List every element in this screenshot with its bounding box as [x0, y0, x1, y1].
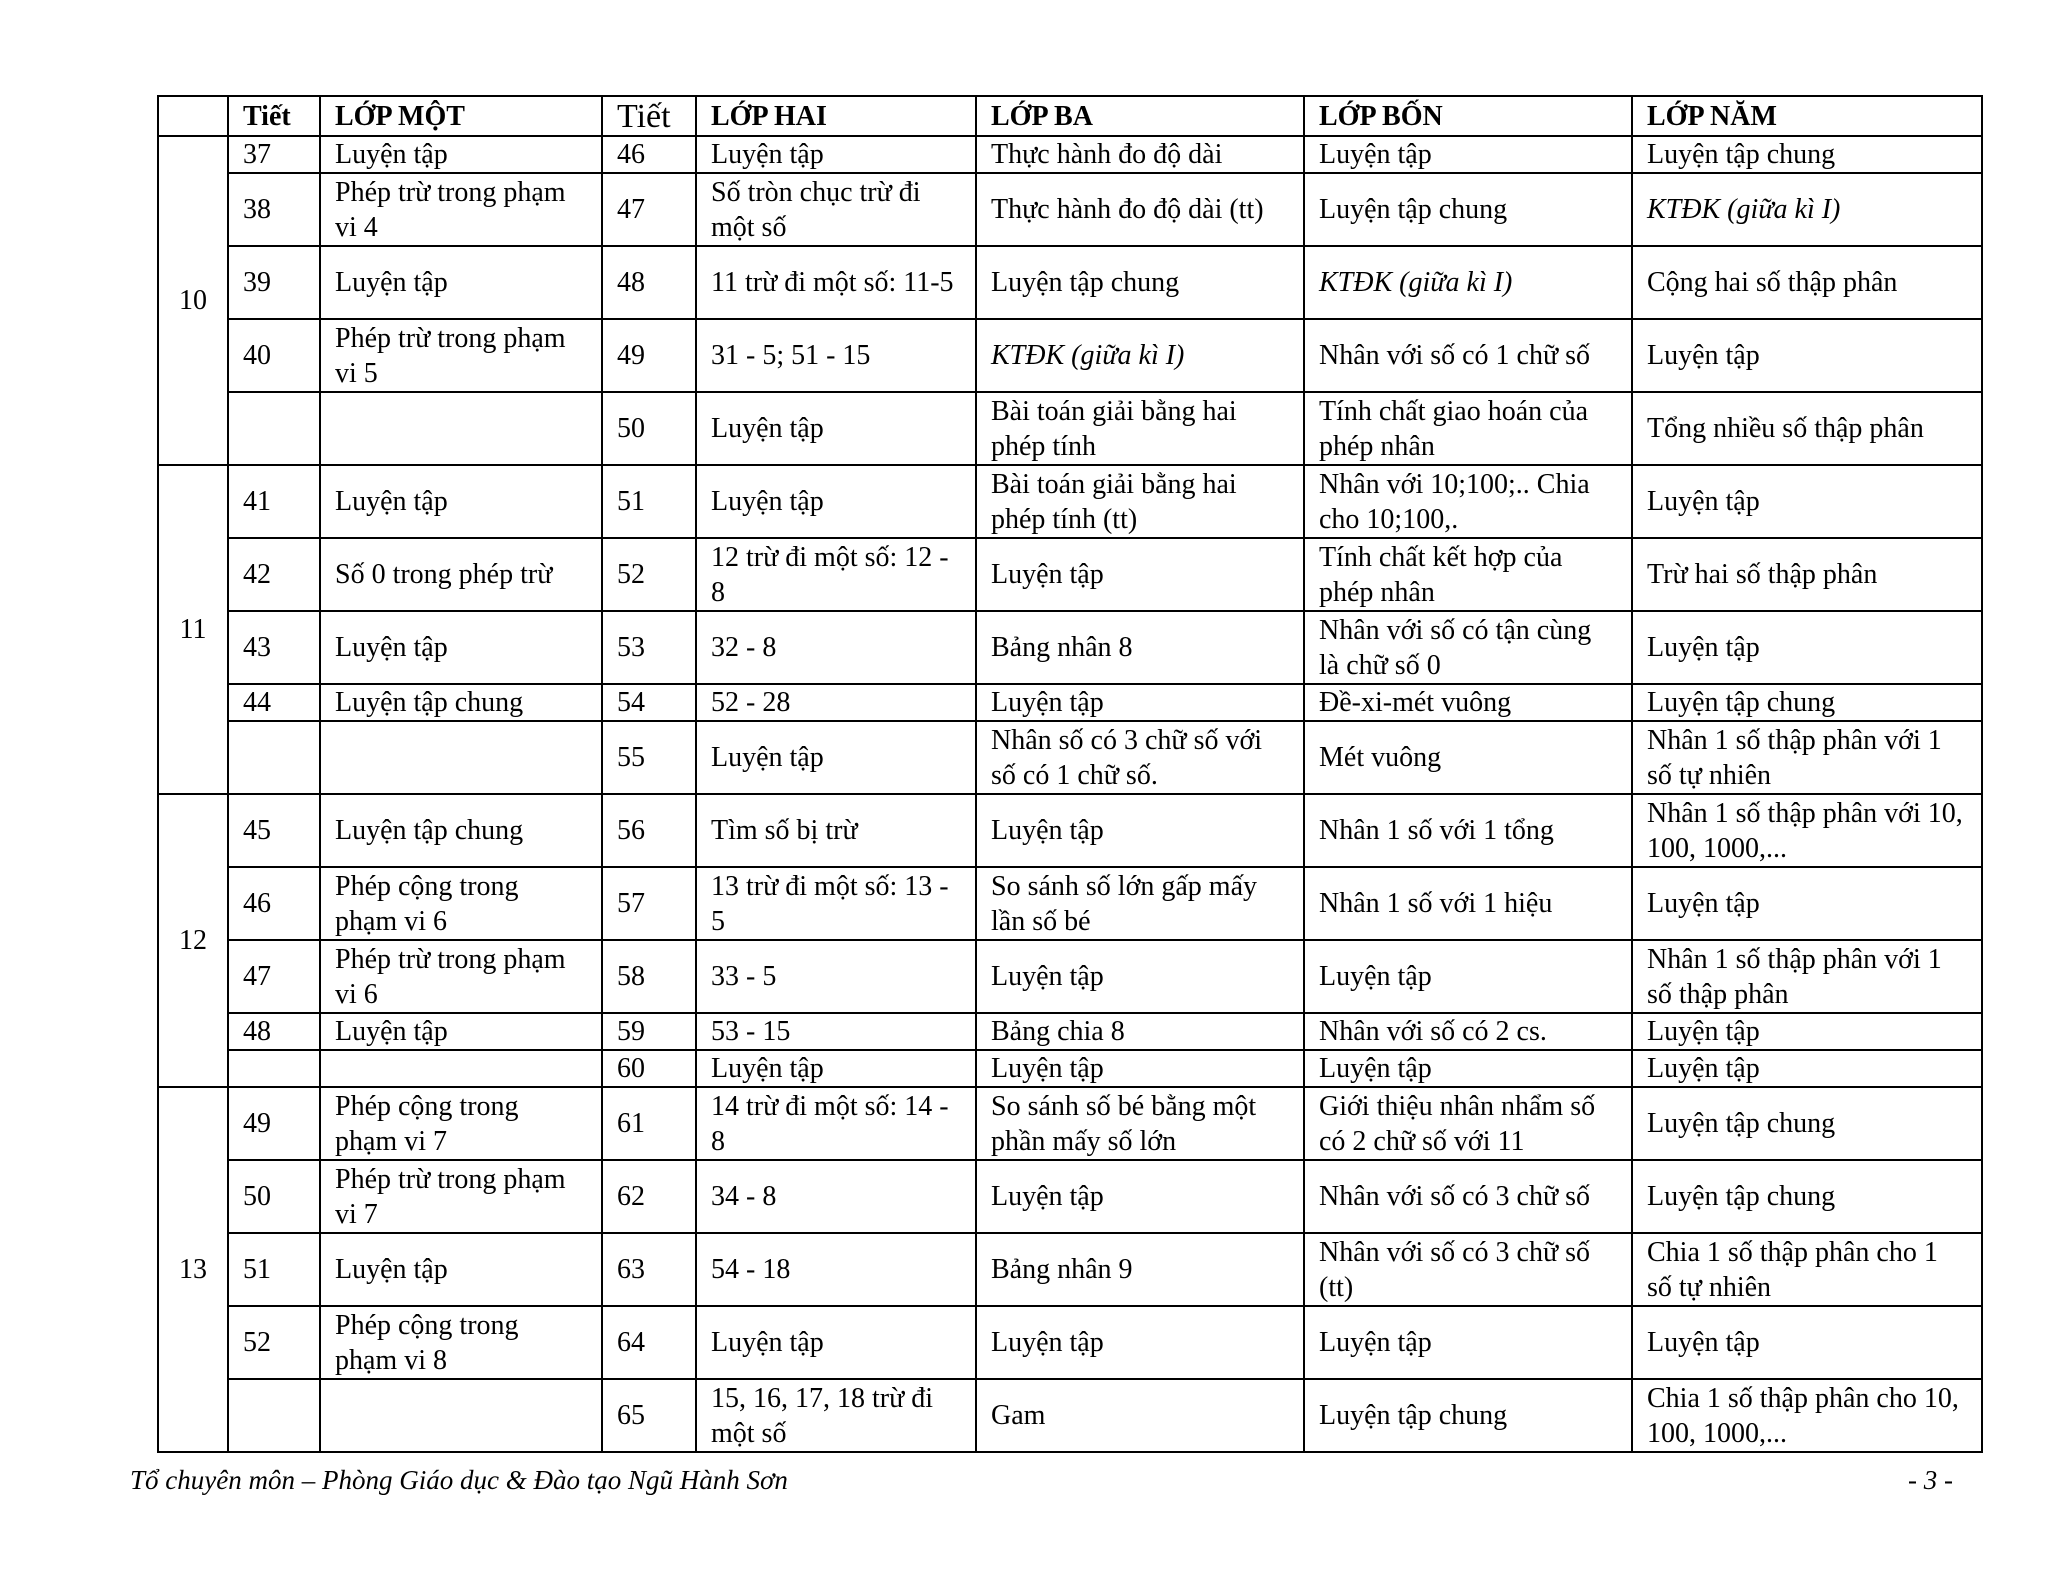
lesson-lop-bon: Nhân với 10;100;.. Chia cho 10;100,. [1304, 465, 1632, 538]
lesson-lop-mot: Luyện tập [320, 246, 602, 319]
lesson-lop-hai: 52 - 28 [696, 684, 976, 721]
lesson-lop-nam: Luyện tập [1632, 1013, 1982, 1050]
tiet-lop-hai: 57 [602, 867, 696, 940]
lesson-lop-hai: 53 - 15 [696, 1013, 976, 1050]
lesson-lop-nam: Nhân 1 số thập phân với 1 số tự nhiên [1632, 721, 1982, 794]
lesson-lop-ba: Bảng nhân 8 [976, 611, 1304, 684]
lesson-lop-bon: Nhân với số có 2 cs. [1304, 1013, 1632, 1050]
lesson-lop-nam: KTĐK (giữa kì I) [1632, 173, 1982, 246]
table-row [158, 246, 1982, 319]
tiet-lop-hai: 61 [602, 1087, 696, 1160]
lesson-lop-ba: Bảng chia 8 [976, 1013, 1304, 1050]
tiet-lop-mot [228, 392, 320, 465]
lesson-lop-bon: Tính chất kết hợp của phép nhân [1304, 538, 1632, 611]
header-tiet-1: Tiết [228, 96, 320, 136]
lesson-lop-bon: Nhân với số có 3 chữ số [1304, 1160, 1632, 1233]
table-row [158, 1160, 1982, 1233]
table-row [158, 173, 1982, 246]
lesson-lop-hai: 12 trừ đi một số: 12 - 8 [696, 538, 976, 611]
lesson-lop-nam: Luyện tập chung [1632, 136, 1982, 173]
lesson-lop-nam: Luyện tập [1632, 319, 1982, 392]
tiet-lop-hai: 62 [602, 1160, 696, 1233]
lesson-lop-hai: 32 - 8 [696, 611, 976, 684]
lesson-lop-ba: Luyện tập [976, 1050, 1304, 1087]
lesson-lop-hai: Luyện tập [696, 392, 976, 465]
lesson-lop-mot: Phép cộng trong phạm vi 6 [320, 867, 602, 940]
lesson-lop-bon: Mét vuông [1304, 721, 1632, 794]
tiet-lop-hai: 53 [602, 611, 696, 684]
lesson-lop-hai: Luyện tập [696, 1050, 976, 1087]
lesson-lop-ba: So sánh số bé bằng một phần mấy số lớn [976, 1087, 1304, 1160]
tiet-lop-mot: 46 [228, 867, 320, 940]
lesson-lop-ba: Luyện tập [976, 940, 1304, 1013]
header-lop-mot: LỚP MỘT [320, 96, 602, 136]
lesson-lop-bon: Nhân với số có 1 chữ số [1304, 319, 1632, 392]
lesson-lop-ba: Luyện tập chung [976, 246, 1304, 319]
table-row [158, 392, 1982, 465]
lesson-lop-bon: Nhân 1 số với 1 hiệu [1304, 867, 1632, 940]
lesson-lop-mot: Số 0 trong phép trừ [320, 538, 602, 611]
table-row [158, 538, 1982, 611]
lesson-lop-mot [320, 721, 602, 794]
lesson-lop-ba: Thực hành đo độ dài (tt) [976, 173, 1304, 246]
header-row [158, 96, 1982, 136]
lesson-lop-ba: Bài toán giải bằng hai phép tính (tt) [976, 465, 1304, 538]
header-lop-nam: LỚP NĂM [1632, 96, 1982, 136]
lesson-lop-mot: Phép trừ trong phạm vi 6 [320, 940, 602, 1013]
tiet-lop-hai: 48 [602, 246, 696, 319]
lesson-lop-bon: Nhân với số có 3 chữ số (tt) [1304, 1233, 1632, 1306]
lesson-lop-nam: Cộng hai số thập phân [1632, 246, 1982, 319]
tiet-lop-hai: 50 [602, 392, 696, 465]
lesson-lop-mot [320, 392, 602, 465]
table-row [158, 1087, 1982, 1160]
lesson-lop-hai: 11 trừ đi một số: 11-5 [696, 246, 976, 319]
tiet-lop-hai: 59 [602, 1013, 696, 1050]
lesson-lop-ba: Bài toán giải bằng hai phép tính [976, 392, 1304, 465]
table-row [158, 1306, 1982, 1379]
lesson-lop-ba: Nhân số có 3 chữ số với số có 1 chữ số. [976, 721, 1304, 794]
header-lop-hai: LỚP HAI [696, 96, 976, 136]
week-number: 12 [158, 794, 228, 1087]
tiet-lop-mot: 40 [228, 319, 320, 392]
lesson-lop-mot [320, 1379, 602, 1452]
lesson-lop-bon: Nhân với số có tận cùng là chữ số 0 [1304, 611, 1632, 684]
lesson-lop-nam: Luyện tập chung [1632, 1160, 1982, 1233]
lesson-lop-bon: Tính chất giao hoán của phép nhân [1304, 392, 1632, 465]
tiet-lop-hai: 56 [602, 794, 696, 867]
lesson-lop-mot: Phép trừ trong phạm vi 7 [320, 1160, 602, 1233]
lesson-lop-bon: Luyện tập chung [1304, 173, 1632, 246]
schedule-table [157, 95, 1983, 1453]
footer-department: Tổ chuyên môn – Phòng Giáo dục & Đào tạo Ngũ Hành Sơn [130, 1465, 788, 1495]
lesson-lop-ba: So sánh số lớn gấp mấy lần số bé [976, 867, 1304, 940]
table-row [158, 1050, 1982, 1087]
lesson-lop-bon: Nhân 1 số với 1 tổng [1304, 794, 1632, 867]
lesson-lop-hai: 33 - 5 [696, 940, 976, 1013]
lesson-lop-bon: Luyện tập [1304, 1306, 1632, 1379]
table-row [158, 1013, 1982, 1050]
tiet-lop-mot [228, 1379, 320, 1452]
table-row [158, 940, 1982, 1013]
lesson-lop-ba: Luyện tập [976, 1160, 1304, 1233]
header-week [158, 96, 228, 136]
tiet-lop-hai: 54 [602, 684, 696, 721]
table-row [158, 319, 1982, 392]
lesson-lop-mot: Luyện tập [320, 136, 602, 173]
table-row [158, 611, 1982, 684]
lesson-lop-mot: Phép cộng trong phạm vi 7 [320, 1087, 602, 1160]
tiet-lop-mot: 42 [228, 538, 320, 611]
lesson-lop-nam: Luyện tập chung [1632, 1087, 1982, 1160]
tiet-lop-hai: 47 [602, 173, 696, 246]
tiet-lop-hai: 60 [602, 1050, 696, 1087]
lesson-lop-bon: Luyện tập [1304, 1050, 1632, 1087]
tiet-lop-hai: 52 [602, 538, 696, 611]
tiet-lop-mot: 51 [228, 1233, 320, 1306]
lesson-lop-bon: Giới thiệu nhân nhẩm số có 2 chữ số với 11 [1304, 1087, 1632, 1160]
lesson-lop-hai: 34 - 8 [696, 1160, 976, 1233]
lesson-lop-ba: KTĐK (giữa kì I) [976, 319, 1304, 392]
header-lop-ba: LỚP BA [976, 96, 1304, 136]
tiet-lop-mot: 43 [228, 611, 320, 684]
table-row [158, 465, 1982, 538]
table-row [158, 794, 1982, 867]
lesson-lop-mot: Phép cộng trong phạm vi 8 [320, 1306, 602, 1379]
lesson-lop-hai: Số tròn chục trừ đi một số [696, 173, 976, 246]
lesson-lop-mot: Luyện tập [320, 1233, 602, 1306]
tiet-lop-hai: 63 [602, 1233, 696, 1306]
lesson-lop-nam: Luyện tập chung [1632, 684, 1982, 721]
table-row [158, 684, 1982, 721]
tiet-lop-hai: 51 [602, 465, 696, 538]
lesson-lop-mot: Phép trừ trong phạm vi 5 [320, 319, 602, 392]
lesson-lop-bon: Luyện tập [1304, 940, 1632, 1013]
lesson-lop-bon: Luyện tập [1304, 136, 1632, 173]
lesson-lop-nam: Nhân 1 số thập phân với 10, 100, 1000,... [1632, 794, 1982, 867]
lesson-lop-nam: Luyện tập [1632, 1306, 1982, 1379]
lesson-lop-mot: Phép trừ trong phạm vi 4 [320, 173, 602, 246]
week-number: 11 [158, 465, 228, 794]
lesson-lop-bon: KTĐK (giữa kì I) [1304, 246, 1632, 319]
tiet-lop-hai: 46 [602, 136, 696, 173]
tiet-lop-mot: 39 [228, 246, 320, 319]
lesson-lop-nam: Chia 1 số thập phân cho 10, 100, 1000,... [1632, 1379, 1982, 1452]
lesson-lop-hai: 15, 16, 17, 18 trừ đi một số [696, 1379, 976, 1452]
tiet-lop-mot: 50 [228, 1160, 320, 1233]
lesson-lop-hai: Luyện tập [696, 1306, 976, 1379]
lesson-lop-hai: 13 trừ đi một số: 13 - 5 [696, 867, 976, 940]
lesson-lop-nam: Luyện tập [1632, 867, 1982, 940]
table-row [158, 136, 1982, 173]
lesson-lop-hai: 31 - 5; 51 - 15 [696, 319, 976, 392]
lesson-lop-nam: Nhân 1 số thập phân với 1 số thập phân [1632, 940, 1982, 1013]
table-body [158, 136, 1982, 1452]
lesson-lop-hai: Luyện tập [696, 721, 976, 794]
lesson-lop-ba: Luyện tập [976, 538, 1304, 611]
lesson-lop-hai: Luyện tập [696, 136, 976, 173]
header-lop-bon: LỚP BỐN [1304, 96, 1632, 136]
lesson-lop-ba: Luyện tập [976, 684, 1304, 721]
lesson-lop-nam: Tổng nhiều số thập phân [1632, 392, 1982, 465]
lesson-lop-hai: Luyện tập [696, 465, 976, 538]
lesson-lop-mot: Luyện tập chung [320, 684, 602, 721]
lesson-lop-ba: Gam [976, 1379, 1304, 1452]
tiet-lop-hai: 65 [602, 1379, 696, 1452]
lesson-lop-hai: 14 trừ đi một số: 14 - 8 [696, 1087, 976, 1160]
lesson-lop-ba: Bảng nhân 9 [976, 1233, 1304, 1306]
footer-page-number: - 3 - [1908, 1465, 1953, 1495]
lesson-lop-hai: Tìm số bị trừ [696, 794, 976, 867]
tiet-lop-hai: 58 [602, 940, 696, 1013]
tiet-lop-mot: 48 [228, 1013, 320, 1050]
tiet-lop-mot: 45 [228, 794, 320, 867]
lesson-lop-nam: Luyện tập [1632, 611, 1982, 684]
tiet-lop-mot: 47 [228, 940, 320, 1013]
lesson-lop-hai: 54 - 18 [696, 1233, 976, 1306]
lesson-lop-nam: Chia 1 số thập phân cho 1 số tự nhiên [1632, 1233, 1982, 1306]
tiet-lop-hai: 55 [602, 721, 696, 794]
tiet-lop-mot: 37 [228, 136, 320, 173]
table-row [158, 1379, 1982, 1452]
week-number: 13 [158, 1087, 228, 1452]
tiet-lop-hai: 64 [602, 1306, 696, 1379]
week-number: 10 [158, 136, 228, 465]
tiet-lop-mot: 38 [228, 173, 320, 246]
table-row [158, 867, 1982, 940]
tiet-lop-mot [228, 1050, 320, 1087]
table-row [158, 721, 1982, 794]
lesson-lop-bon: Đề-xi-mét vuông [1304, 684, 1632, 721]
table-row [158, 1233, 1982, 1306]
tiet-lop-mot: 52 [228, 1306, 320, 1379]
tiet-lop-mot [228, 721, 320, 794]
lesson-lop-mot [320, 1050, 602, 1087]
lesson-lop-mot: Luyện tập chung [320, 794, 602, 867]
lesson-lop-bon: Luyện tập chung [1304, 1379, 1632, 1452]
tiet-lop-mot: 49 [228, 1087, 320, 1160]
tiet-lop-mot: 44 [228, 684, 320, 721]
lesson-lop-mot: Luyện tập [320, 611, 602, 684]
lesson-lop-mot: Luyện tập [320, 465, 602, 538]
lesson-lop-nam: Luyện tập [1632, 465, 1982, 538]
lesson-lop-nam: Trừ hai số thập phân [1632, 538, 1982, 611]
lesson-lop-nam: Luyện tập [1632, 1050, 1982, 1087]
tiet-lop-mot: 41 [228, 465, 320, 538]
lesson-lop-ba: Thực hành đo độ dài [976, 136, 1304, 173]
lesson-lop-ba: Luyện tập [976, 794, 1304, 867]
lesson-lop-mot: Luyện tập [320, 1013, 602, 1050]
lesson-lop-ba: Luyện tập [976, 1306, 1304, 1379]
tiet-lop-hai: 49 [602, 319, 696, 392]
header-tiet-2: Tiết [602, 96, 696, 136]
